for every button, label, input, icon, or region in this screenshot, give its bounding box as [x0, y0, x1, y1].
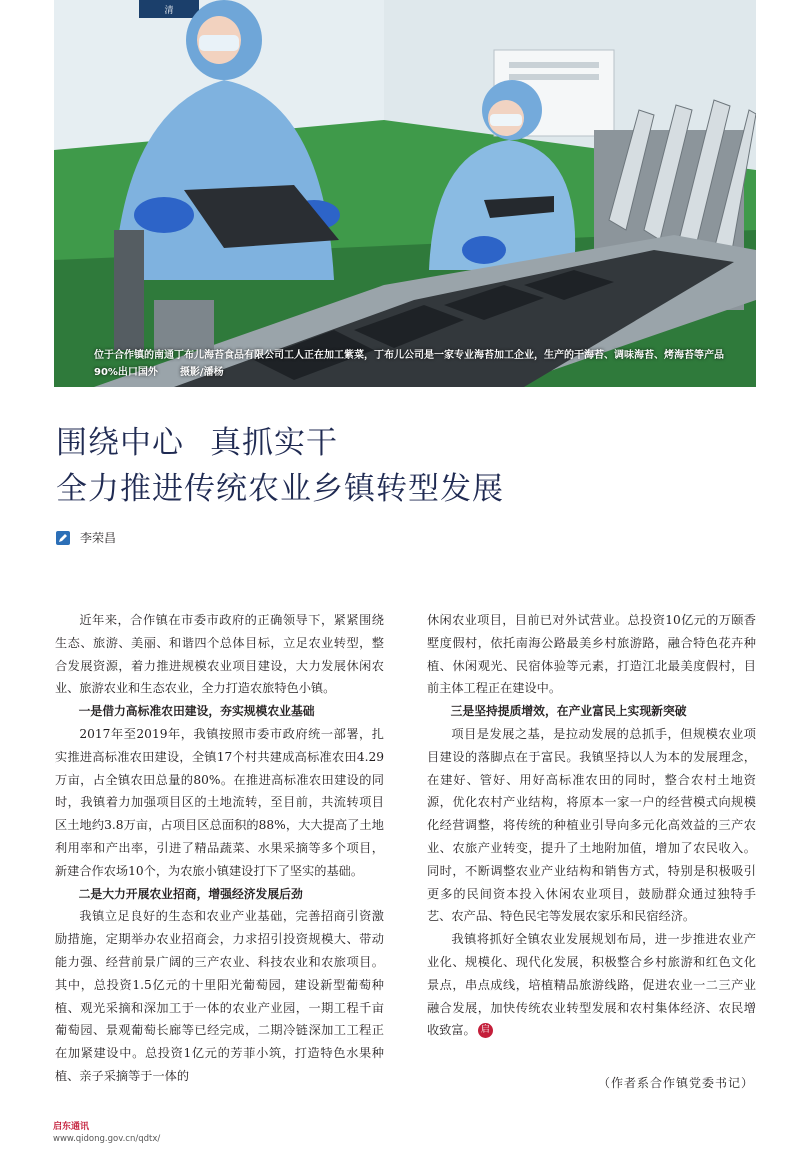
caption-text: 位于合作镇的南通丁布儿海苔食品有限公司工人正在加工紫菜，丁布儿公司是一家专业海苔加工企业，生产的干海苔、调味海苔、烤海苔等产品90%出口国外: [94, 350, 724, 378]
paragraph: 2017年至2019年，我镇按照市委市政府统一部署，扎实推进高标准农田建设，全镇17个村共建成高标准农田4.29万亩，占全镇农田总量的80%。在推进高标准农田建设的同时，我镇着力加强项目区的土地流转，至目前，共流转项目区土地约3.8万亩，占项目区总面积的88%，大大提高了土地利用率和产出率，引进了精品蔬菜、水果采摘等多个项目，新建合作农场10个，为农旅小镇建设打下了坚实的基础。: [55, 726, 384, 878]
title-line-2: 全力推进传统农业乡镇转型发展: [56, 471, 504, 507]
section-heading: 一是借力高标准农田建设，夯实规模农业基础: [78, 704, 315, 719]
author-byline: （作者系合作镇党委书记）: [597, 1076, 754, 1090]
photo-caption: [94, 347, 742, 381]
left-column: [55, 609, 384, 1088]
wall-sign: 清: [164, 6, 174, 16]
right-column: [427, 609, 756, 1042]
title-part-b: 真抓实干: [210, 425, 338, 461]
factory-scene-illustration: [54, 0, 756, 387]
section-heading: 三是坚持提质增效，在产业富民上实现新突破: [450, 704, 687, 719]
brand-url[interactable]: www.qidong.gov.cn/qdtx/: [53, 1134, 161, 1144]
pen-icon: [56, 531, 70, 545]
brand-name: 启东通讯: [53, 1122, 90, 1132]
title-line-1: [56, 420, 504, 466]
footer-brand: [53, 1122, 160, 1145]
paragraph: 我镇立足良好的生态和农业产业基础，完善招商引资激励措施，定期举办农业招商会，力求招引投资规模大、带动能力强、经营前景广阔的三产农业、科技农业和农旅项目。其中，总投资1.5亿元的十里阳光葡萄园，建设新型葡萄种植、观光采摘和深加工于一体的农业产业园，一期工程千亩葡萄园、景观葡萄长廊等已经完成，二期冷链深加工工程正在加紧建设中。总投资1亿元的芳菲小筑，打造特色水果种植、亲子采摘等于一体的: [55, 909, 384, 1083]
section-heading: 二是大力开展农业招商，增强经济发展后劲: [78, 886, 303, 901]
paragraph-final: [427, 928, 756, 1042]
title-part-a: 围绕中心: [56, 425, 184, 461]
cover-photo: [54, 0, 756, 387]
paragraph: 近年来，合作镇在市委市政府的正确领导下，紧紧围绕生态、旅游、美丽、和谐四个总体目标，立足农业转型，整合发展资源，着力推进规模农业项目建设，大力发展休闲农业、旅游农业和生态农业，全力打造农旅特色小镇。: [55, 613, 384, 696]
author-name: 李荣昌: [80, 531, 117, 545]
paragraph: 项目是发展之基，是拉动发展的总抓手，但规模农业项目建设的落脚点在于富民。我镇坚持以人为本的发展理念，在建好、管好、用好高标准农田的同时，整合农村土地资源，优化农村产业结构，将原本一家一户的经营模式向规模化经营调整，将传统的种植业引导向多元化高效益的三产农业、农旅产业转变，提升了土地附加值，增加了农民收入。同时，不断调整农业产业结构和销售方式，特别是积极吸引更多的民间资本投入休闲农业项目，鼓励群众通过独特手艺、农产品、特色民宅等发展农家乐和民宿经济。: [427, 726, 756, 924]
end-mark-icon: 启: [478, 1023, 493, 1038]
paragraph-text: 我镇将抓好全镇农业发展规划布局，进一步推进农业产业化、规模化、现代化发展，积极整合乡村旅游和红色文化景点，串点成线，培植精品旅游线路，促进农业一二三产业融合发展，加快传统农业转型发展和农村集体经济、农民增收致富。: [427, 932, 756, 1038]
author-line: [56, 529, 116, 546]
paragraph-continued: 休闲农业项目，目前已对外试营业。总投资10亿元的万颐香墅度假村，依托南海公路最美乡村旅游路，融合特色花卉种植、休闲观光、民宿体验等元素，打造江北最美度假村，目前主体工程正在建设中。: [427, 613, 756, 696]
photo-credit: 摄影/潘杨: [179, 367, 224, 378]
article-title: [56, 420, 504, 512]
